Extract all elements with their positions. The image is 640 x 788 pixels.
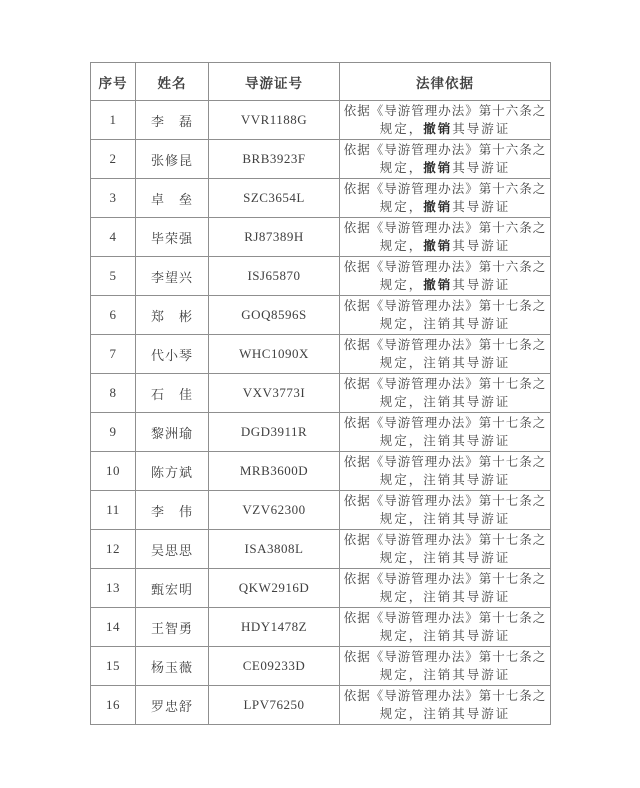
guide-name-cell <box>136 218 209 257</box>
guide-name: 陈方斌 <box>150 464 193 480</box>
guide-name: 代小琴 <box>150 347 193 363</box>
guide-name-cell <box>136 101 209 140</box>
serial-number: 5 <box>109 268 117 283</box>
license-number: QKW2916D <box>238 580 310 595</box>
license-number-cell <box>209 179 340 218</box>
legal-basis-action: 注销 <box>423 668 453 682</box>
table-row <box>91 335 551 374</box>
legal-basis-prefix: 规定， <box>379 707 424 721</box>
legal-basis-suffix: 其导游证 <box>452 707 511 721</box>
guide-name: 郑 彬 <box>150 308 193 324</box>
legal-basis-suffix: 其导游证 <box>452 239 511 253</box>
table-row <box>91 296 551 335</box>
legal-basis-prefix: 规定， <box>379 200 424 214</box>
guide-name: 李 磊 <box>150 113 193 129</box>
legal-basis-line1: 依据《导游管理办法》第十六条之 <box>343 221 547 235</box>
license-number-cell <box>209 686 340 725</box>
legal-basis-line2 <box>340 510 550 528</box>
table-row <box>91 491 551 530</box>
license-number-cell <box>209 452 340 491</box>
guide-name: 甄宏明 <box>150 581 193 597</box>
legal-basis-action: 撤销 <box>423 239 453 253</box>
legal-basis-suffix: 其导游证 <box>452 161 511 175</box>
guide-name-cell <box>136 335 209 374</box>
col-header-name: 姓名 <box>136 63 209 101</box>
license-number: VVR1188G <box>240 112 308 127</box>
guide-name-cell <box>136 179 209 218</box>
license-number-cell <box>209 218 340 257</box>
legal-basis-cell <box>340 647 551 686</box>
legal-basis-action: 撤销 <box>423 278 453 292</box>
serial-number: 7 <box>109 346 117 361</box>
legal-basis-line1: 依据《导游管理办法》第十七条之 <box>343 377 547 391</box>
legal-basis-suffix: 其导游证 <box>452 122 511 136</box>
serial-number: 4 <box>109 229 117 244</box>
table-row <box>91 140 551 179</box>
serial-number: 14 <box>106 619 120 634</box>
legal-basis-action: 注销 <box>423 551 453 565</box>
serial-number-cell <box>91 257 136 296</box>
table-row <box>91 101 551 140</box>
legal-basis-line1: 依据《导游管理办法》第十六条之 <box>343 143 547 157</box>
table-row <box>91 257 551 296</box>
serial-number-cell <box>91 608 136 647</box>
legal-basis-prefix: 规定， <box>379 629 424 643</box>
guide-name: 杨玉薇 <box>150 659 193 675</box>
serial-number-cell <box>91 140 136 179</box>
legal-basis-suffix: 其导游证 <box>452 629 511 643</box>
license-number: VXV3773I <box>242 385 306 400</box>
legal-basis-cell <box>340 140 551 179</box>
table-row <box>91 452 551 491</box>
legal-basis-line2 <box>340 393 550 411</box>
serial-number-cell <box>91 179 136 218</box>
legal-basis-action: 注销 <box>423 317 453 331</box>
legal-basis-suffix: 其导游证 <box>452 356 511 370</box>
guide-name: 张修昆 <box>150 152 193 168</box>
license-number: RJ87389H <box>244 229 304 244</box>
legal-basis-line2 <box>340 432 550 450</box>
guide-name: 石 佳 <box>150 386 193 402</box>
license-number: DGD3911R <box>240 424 308 439</box>
legal-basis-line2 <box>340 549 550 567</box>
legal-basis-action: 注销 <box>423 590 453 604</box>
guide-name-cell <box>136 647 209 686</box>
legal-basis-prefix: 规定， <box>379 122 424 136</box>
legal-basis-suffix: 其导游证 <box>452 200 511 214</box>
legal-basis-action: 注销 <box>423 356 453 370</box>
legal-basis-action: 注销 <box>423 395 453 409</box>
table-row <box>91 608 551 647</box>
col-header-legal: 法律依据 <box>340 63 551 101</box>
legal-basis-line1: 依据《导游管理办法》第十六条之 <box>343 104 547 118</box>
legal-basis-action: 注销 <box>423 512 453 526</box>
guide-name-cell <box>136 140 209 179</box>
serial-number: 12 <box>106 541 120 556</box>
guide-name: 吴思思 <box>150 542 193 558</box>
serial-number: 10 <box>106 463 120 478</box>
col-header-license: 导游证号 <box>209 63 340 101</box>
legal-basis-prefix: 规定， <box>379 512 424 526</box>
table-row <box>91 413 551 452</box>
legal-basis-line1: 依据《导游管理办法》第十七条之 <box>343 650 547 664</box>
legal-basis-line1: 依据《导游管理办法》第十七条之 <box>343 338 547 352</box>
guide-name: 罗忠舒 <box>150 698 193 714</box>
legal-basis-cell <box>340 491 551 530</box>
legal-basis-line2 <box>340 705 550 723</box>
license-number: BRB3923F <box>242 151 306 166</box>
guide-name-cell <box>136 569 209 608</box>
legal-basis-suffix: 其导游证 <box>452 551 511 565</box>
license-number-cell <box>209 335 340 374</box>
guide-license-revocation-table <box>90 62 551 725</box>
legal-basis-action: 注销 <box>423 473 453 487</box>
legal-basis-action: 撤销 <box>423 122 453 136</box>
legal-basis-cell <box>340 296 551 335</box>
serial-number-cell <box>91 647 136 686</box>
license-number: SZC3654L <box>243 190 305 205</box>
guide-name: 毕荣强 <box>150 230 193 246</box>
serial-number: 1 <box>109 112 117 127</box>
license-number-cell <box>209 257 340 296</box>
legal-basis-cell <box>340 101 551 140</box>
legal-basis-cell <box>340 374 551 413</box>
legal-basis-suffix: 其导游证 <box>452 317 511 331</box>
legal-basis-cell <box>340 335 551 374</box>
guide-name-cell <box>136 374 209 413</box>
legal-basis-line2 <box>340 666 550 684</box>
legal-basis-prefix: 规定， <box>379 668 424 682</box>
legal-basis-line2 <box>340 159 550 177</box>
legal-basis-cell <box>340 257 551 296</box>
serial-number: 16 <box>106 697 120 712</box>
legal-basis-line1: 依据《导游管理办法》第十七条之 <box>343 611 547 625</box>
serial-number-cell <box>91 686 136 725</box>
license-number-cell <box>209 101 340 140</box>
legal-basis-cell <box>340 530 551 569</box>
legal-basis-cell <box>340 218 551 257</box>
serial-number-cell <box>91 452 136 491</box>
legal-basis-prefix: 规定， <box>379 434 424 448</box>
table-row <box>91 179 551 218</box>
license-number-cell <box>209 647 340 686</box>
table-row <box>91 569 551 608</box>
guide-name: 卓 垒 <box>150 191 193 207</box>
license-number-cell <box>209 296 340 335</box>
legal-basis-suffix: 其导游证 <box>452 590 511 604</box>
serial-number: 15 <box>106 658 120 673</box>
serial-number-cell <box>91 413 136 452</box>
guide-name: 黎洲瑜 <box>150 425 193 441</box>
license-number: LPV76250 <box>243 697 305 712</box>
license-number: ISJ65870 <box>247 268 301 283</box>
serial-number: 6 <box>109 307 117 322</box>
legal-basis-action: 注销 <box>423 629 453 643</box>
legal-basis-prefix: 规定， <box>379 356 424 370</box>
guide-name-cell <box>136 413 209 452</box>
legal-basis-suffix: 其导游证 <box>452 395 511 409</box>
table-row <box>91 374 551 413</box>
serial-number-cell <box>91 374 136 413</box>
guide-name-cell <box>136 686 209 725</box>
legal-basis-cell <box>340 686 551 725</box>
legal-basis-cell <box>340 179 551 218</box>
license-number-cell <box>209 374 340 413</box>
legal-basis-line2 <box>340 627 550 645</box>
legal-basis-line1: 依据《导游管理办法》第十七条之 <box>343 299 547 313</box>
license-number: VZV62300 <box>242 502 306 517</box>
guide-name-cell <box>136 491 209 530</box>
legal-basis-line2 <box>340 588 550 606</box>
guide-name: 李望兴 <box>150 269 193 285</box>
legal-basis-line2 <box>340 276 550 294</box>
serial-number-cell <box>91 296 136 335</box>
legal-basis-suffix: 其导游证 <box>452 668 511 682</box>
table-row <box>91 530 551 569</box>
license-number: MRB3600D <box>239 463 309 478</box>
guide-name: 李 伟 <box>150 503 193 519</box>
legal-basis-line1: 依据《导游管理办法》第十七条之 <box>343 572 547 586</box>
serial-number: 13 <box>106 580 120 595</box>
legal-basis-line1: 依据《导游管理办法》第十七条之 <box>343 689 547 703</box>
serial-number-cell <box>91 530 136 569</box>
legal-basis-action: 注销 <box>423 707 453 721</box>
legal-basis-line1: 依据《导游管理办法》第十七条之 <box>343 533 547 547</box>
legal-basis-cell <box>340 569 551 608</box>
guide-name-cell <box>136 257 209 296</box>
guide-name: 王智勇 <box>150 620 193 636</box>
legal-basis-cell <box>340 608 551 647</box>
legal-basis-line1: 依据《导游管理办法》第十七条之 <box>343 416 547 430</box>
legal-basis-prefix: 规定， <box>379 590 424 604</box>
table-row <box>91 686 551 725</box>
serial-number-cell <box>91 569 136 608</box>
legal-basis-prefix: 规定， <box>379 395 424 409</box>
legal-basis-line1: 依据《导游管理办法》第十六条之 <box>343 182 547 196</box>
license-number: ISA3808L <box>244 541 304 556</box>
guide-name-cell <box>136 608 209 647</box>
serial-number-cell <box>91 491 136 530</box>
serial-number: 8 <box>109 385 117 400</box>
license-number-cell <box>209 530 340 569</box>
legal-basis-prefix: 规定， <box>379 278 424 292</box>
serial-number: 11 <box>106 502 120 517</box>
serial-number-cell <box>91 218 136 257</box>
legal-basis-cell <box>340 452 551 491</box>
legal-basis-prefix: 规定， <box>379 161 424 175</box>
serial-number: 2 <box>109 151 117 166</box>
license-number-cell <box>209 491 340 530</box>
legal-basis-line2 <box>340 237 550 255</box>
legal-basis-suffix: 其导游证 <box>452 278 511 292</box>
table-row <box>91 218 551 257</box>
guide-name-cell <box>136 296 209 335</box>
legal-basis-line2 <box>340 354 550 372</box>
table-header-row <box>91 63 551 101</box>
license-number: GOQ8596S <box>241 307 307 322</box>
guide-name-cell <box>136 530 209 569</box>
legal-basis-line2 <box>340 198 550 216</box>
license-number-cell <box>209 140 340 179</box>
legal-basis-suffix: 其导游证 <box>452 473 511 487</box>
legal-basis-action: 撤销 <box>423 200 453 214</box>
license-number: WHC1090X <box>239 346 309 361</box>
legal-basis-prefix: 规定， <box>379 317 424 331</box>
legal-basis-line2 <box>340 120 550 138</box>
license-number: HDY1478Z <box>240 619 308 634</box>
table-row <box>91 647 551 686</box>
legal-basis-action: 撤销 <box>423 161 453 175</box>
legal-basis-prefix: 规定， <box>379 239 424 253</box>
serial-number: 9 <box>109 424 117 439</box>
legal-basis-suffix: 其导游证 <box>452 434 511 448</box>
serial-number-cell <box>91 335 136 374</box>
legal-basis-prefix: 规定， <box>379 551 424 565</box>
col-header-serial: 序号 <box>91 63 136 101</box>
legal-basis-cell <box>340 413 551 452</box>
guide-name-cell <box>136 452 209 491</box>
license-number: CE09233D <box>242 658 306 673</box>
serial-number-cell <box>91 101 136 140</box>
legal-basis-line2 <box>340 471 550 489</box>
license-number-cell <box>209 569 340 608</box>
license-number-cell <box>209 608 340 647</box>
legal-basis-line1: 依据《导游管理办法》第十七条之 <box>343 455 547 469</box>
legal-basis-line1: 依据《导游管理办法》第十六条之 <box>343 260 547 274</box>
license-number-cell <box>209 413 340 452</box>
legal-basis-line2 <box>340 315 550 333</box>
serial-number: 3 <box>109 190 117 205</box>
legal-basis-action: 注销 <box>423 434 453 448</box>
legal-basis-prefix: 规定， <box>379 473 424 487</box>
legal-basis-line1: 依据《导游管理办法》第十七条之 <box>343 494 547 508</box>
legal-basis-suffix: 其导游证 <box>452 512 511 526</box>
